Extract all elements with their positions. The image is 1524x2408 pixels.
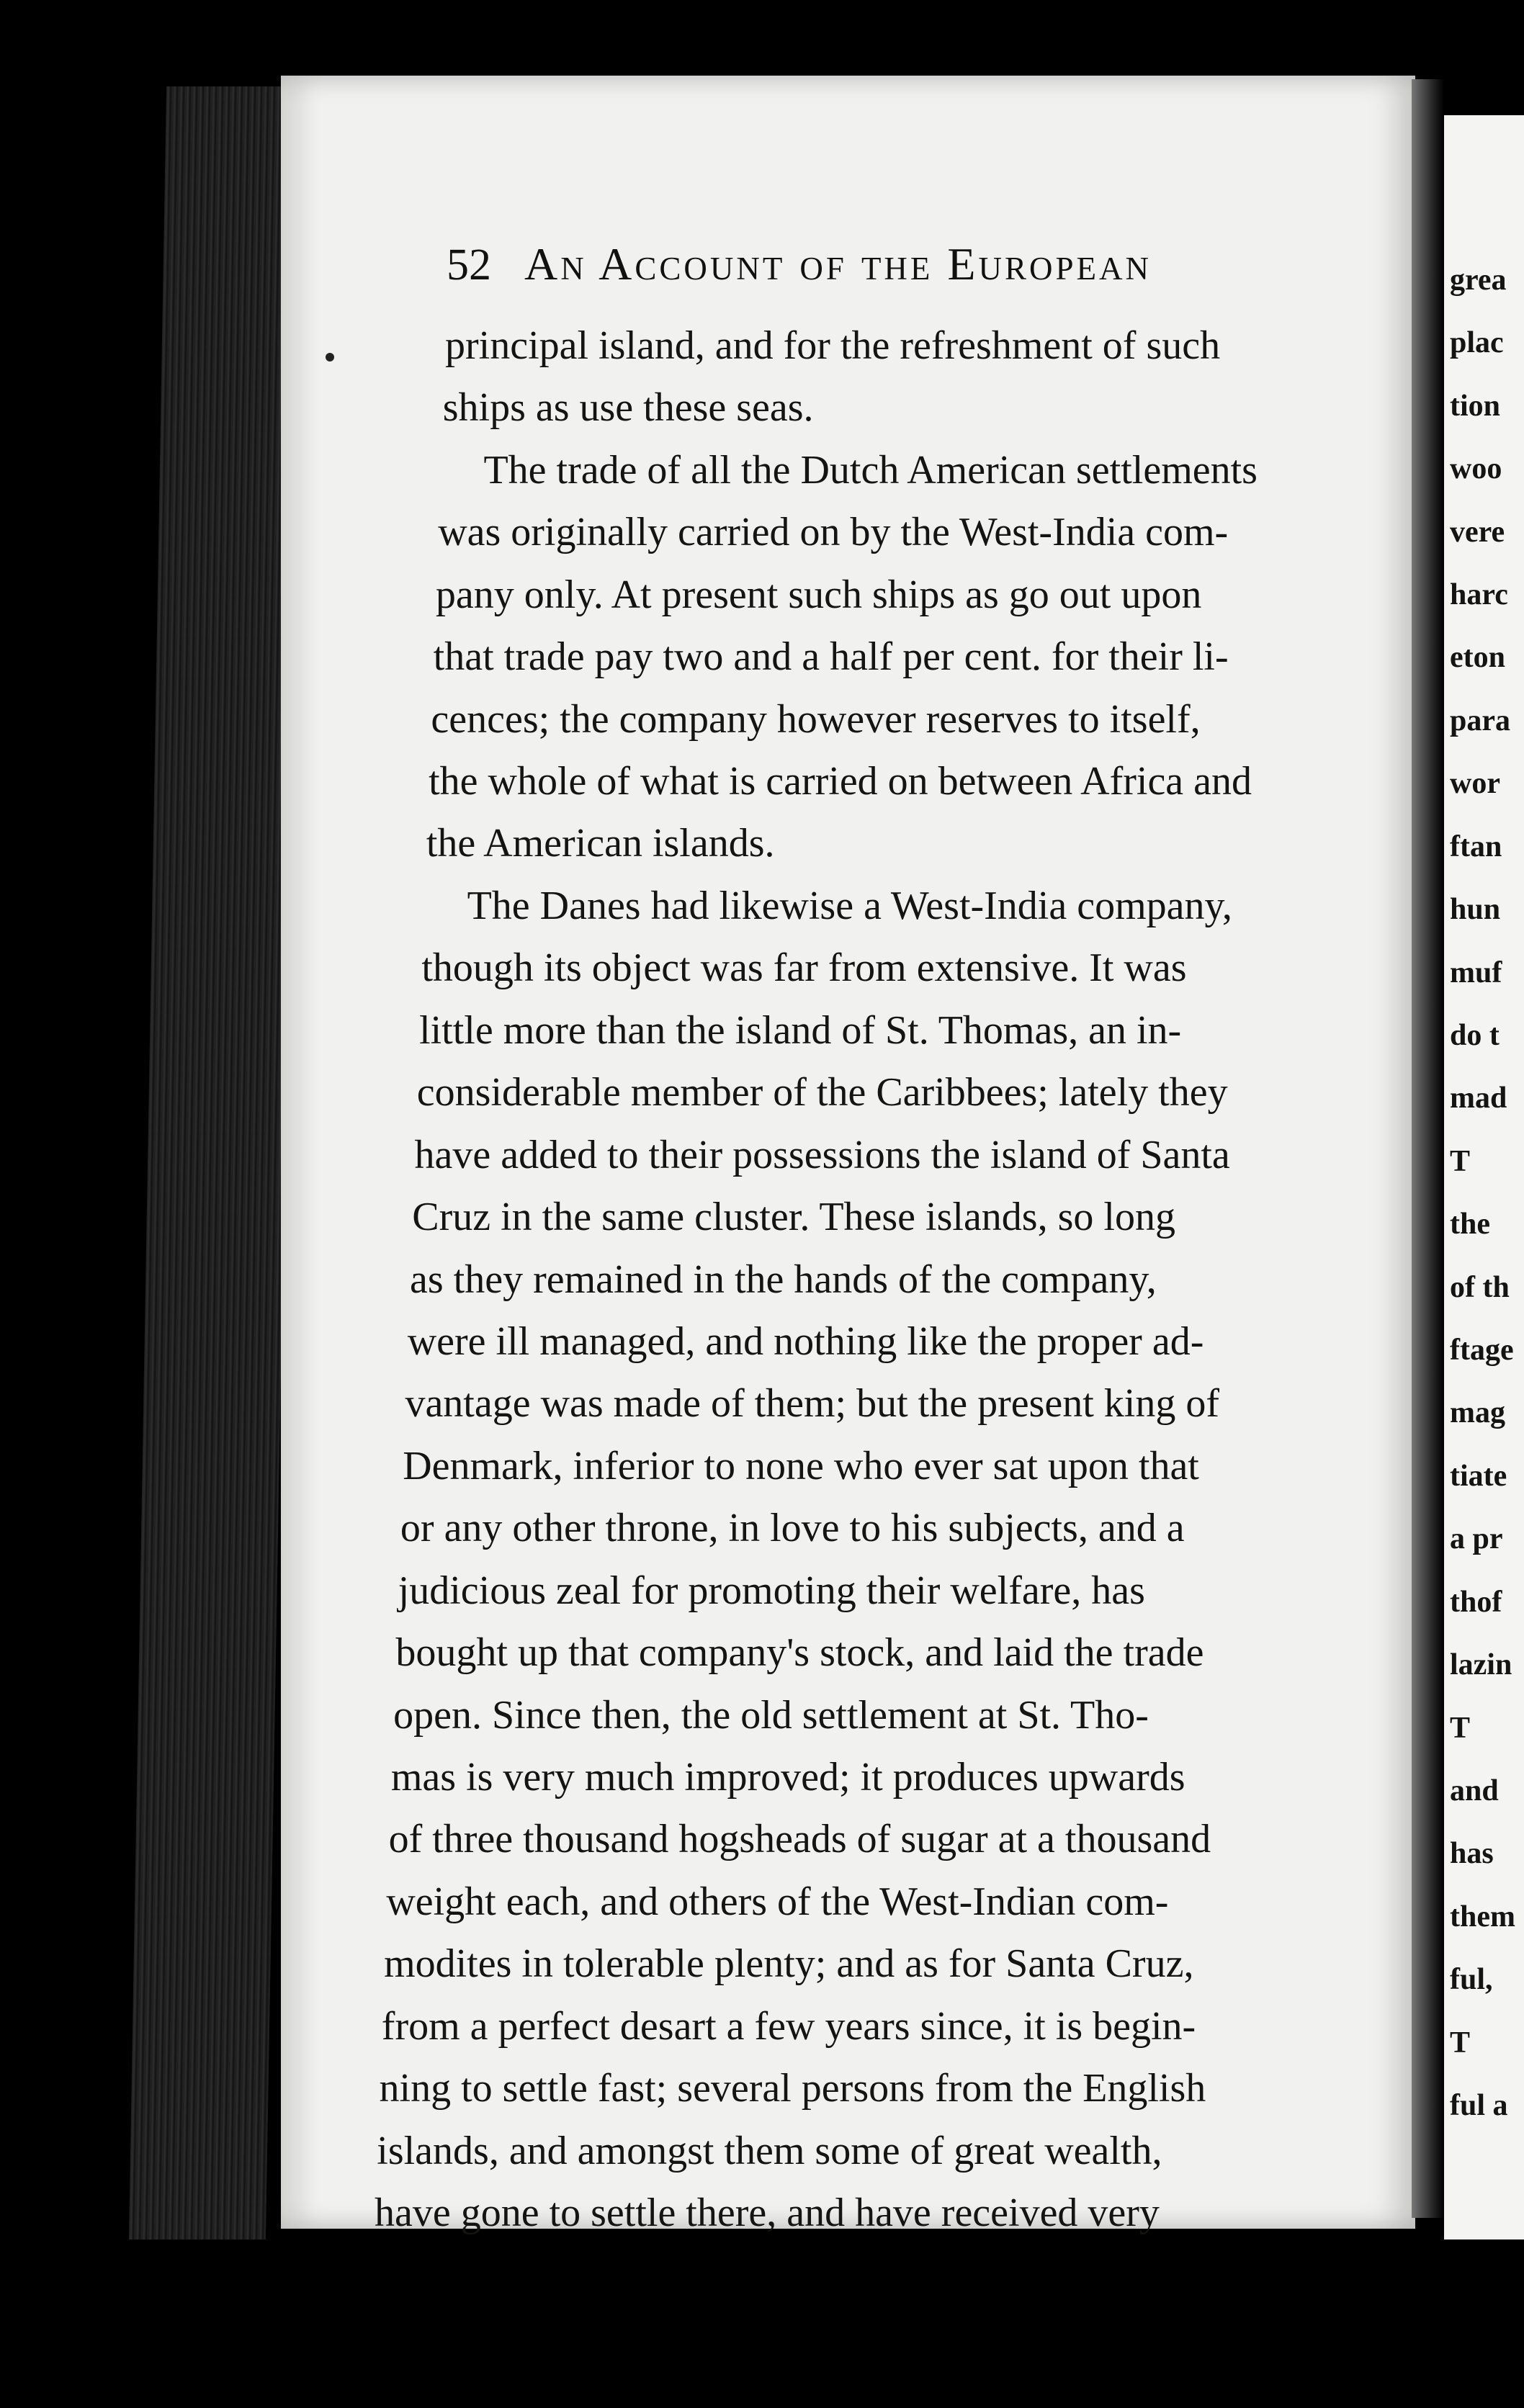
running-header [447, 238, 1383, 317]
text-line: islands, and amongst them some of great wealth, [377, 2128, 1162, 2173]
text-line: principal island, and for the refreshment of such [445, 323, 1221, 368]
text-line: Cruz in the same cluster. These islands, so long [412, 1195, 1175, 1240]
text-line: The trade of all the Dutch American settlements [483, 447, 1258, 493]
adjacent-text-fragment: ftage [1450, 1334, 1514, 1367]
book-edge [129, 86, 303, 2239]
adjacent-text-fragment: the [1450, 1208, 1490, 1241]
text-line: vantage was made of them; but the present king of [405, 1381, 1220, 1427]
adjacent-text-fragment: tion [1450, 389, 1501, 423]
text-line: as they remained in the hands of the company, [410, 1257, 1157, 1302]
text-line: open. Since then, the old settlement at St. Tho- [393, 1692, 1149, 1738]
adjacent-page-fragment [1444, 115, 1524, 2239]
text-line: were ill managed, and nothing like the proper ad- [407, 1318, 1204, 1364]
text-line: ning to settle fast; several persons from the English [379, 2066, 1206, 2111]
adjacent-text-fragment: has [1450, 1837, 1494, 1871]
text-line: mas is very much improved; it produces upwards [390, 1754, 1185, 1800]
text-line: that trade pay two and a half per cent. for their li- [433, 634, 1229, 680]
text-line: weight each, and others of the West-Indian com- [386, 1879, 1169, 1924]
adjacent-text-fragment: T [1450, 1711, 1471, 1745]
text-line: ships as use these seas. [442, 385, 814, 431]
text-line: from a perfect desart a few years since, it is begin- [381, 2003, 1196, 2049]
text-line: modites in tolerable plenty; and as for Santa Cruz, [384, 1941, 1194, 1987]
text-line: though its object was far from extensive. It was [421, 945, 1187, 991]
adjacent-text-fragment: T [1450, 2026, 1471, 2059]
adjacent-text-fragment: eton [1450, 641, 1505, 675]
text-line: was originally carried on by the West-India com- [438, 510, 1229, 555]
adjacent-text-fragment: ful, [1450, 1963, 1493, 1997]
gutter-shadow [1412, 79, 1444, 2218]
adjacent-text-fragment: vere [1450, 515, 1505, 549]
adjacent-text-fragment: them [1450, 1900, 1515, 1933]
ink-mark [326, 353, 334, 361]
adjacent-text-fragment: hun [1450, 893, 1501, 927]
text-line: or any other throne, in love to his subjects, and a [400, 1506, 1185, 1551]
text-line: little more than the island of St. Thomas, an in- [419, 1007, 1182, 1053]
adjacent-text-fragment: wor [1450, 767, 1500, 801]
text-line: have added to their possessions the island of Santa [414, 1132, 1230, 1177]
text-line: have gone to settle there, and have received very [375, 2191, 1160, 2235]
adjacent-text-fragment: harc [1450, 578, 1508, 612]
adjacent-text-fragment: muf [1450, 956, 1502, 989]
adjacent-text-fragment: tiate [1450, 1459, 1507, 1493]
text-line: the American islands. [426, 821, 775, 866]
adjacent-text-fragment: a pr [1450, 1522, 1503, 1556]
text-line: Denmark, inferior to none who ever sat upon that [403, 1443, 1199, 1488]
text-line: the whole of what is carried on between Africa and [429, 759, 1252, 804]
adjacent-text-fragment: para [1450, 704, 1510, 737]
text-line: bought up that company's stock, and laid the trade [395, 1630, 1204, 1676]
text-line: judicious zeal for promoting their welfare, has [398, 1568, 1145, 1613]
text-line: pany only. At present such ships as go out upon [435, 572, 1202, 617]
text-line: cences; the company however reserves to itself, [431, 696, 1201, 742]
text-line: considerable member of the Caribbees; lately they [416, 1070, 1228, 1115]
adjacent-text-fragment: woo [1450, 452, 1502, 486]
adjacent-text-fragment: lazin [1450, 1648, 1512, 1682]
running-title: An Account of the European [524, 238, 1152, 289]
adjacent-text-fragment: mad [1450, 1082, 1507, 1115]
adjacent-text-fragment: of th [1450, 1270, 1510, 1304]
adjacent-text-fragment: T [1450, 1144, 1471, 1178]
adjacent-text-fragment: and [1450, 1774, 1499, 1807]
text-line: of three thousand hogsheads of sugar at a thousand [388, 1817, 1211, 1862]
adjacent-text-fragment: mag [1450, 1396, 1505, 1430]
text-line: The Danes had likewise a West-India company, [467, 883, 1232, 928]
adjacent-text-fragment: thof [1450, 1585, 1502, 1619]
adjacent-text-fragment: grea [1450, 264, 1507, 297]
adjacent-text-fragment: ful a [1450, 2089, 1508, 2122]
page-number: 52 [447, 241, 491, 289]
adjacent-text-fragment: plac [1450, 326, 1504, 360]
adjacent-text-fragment: do t [1450, 1018, 1500, 1052]
adjacent-text-fragment: ftan [1450, 830, 1502, 863]
